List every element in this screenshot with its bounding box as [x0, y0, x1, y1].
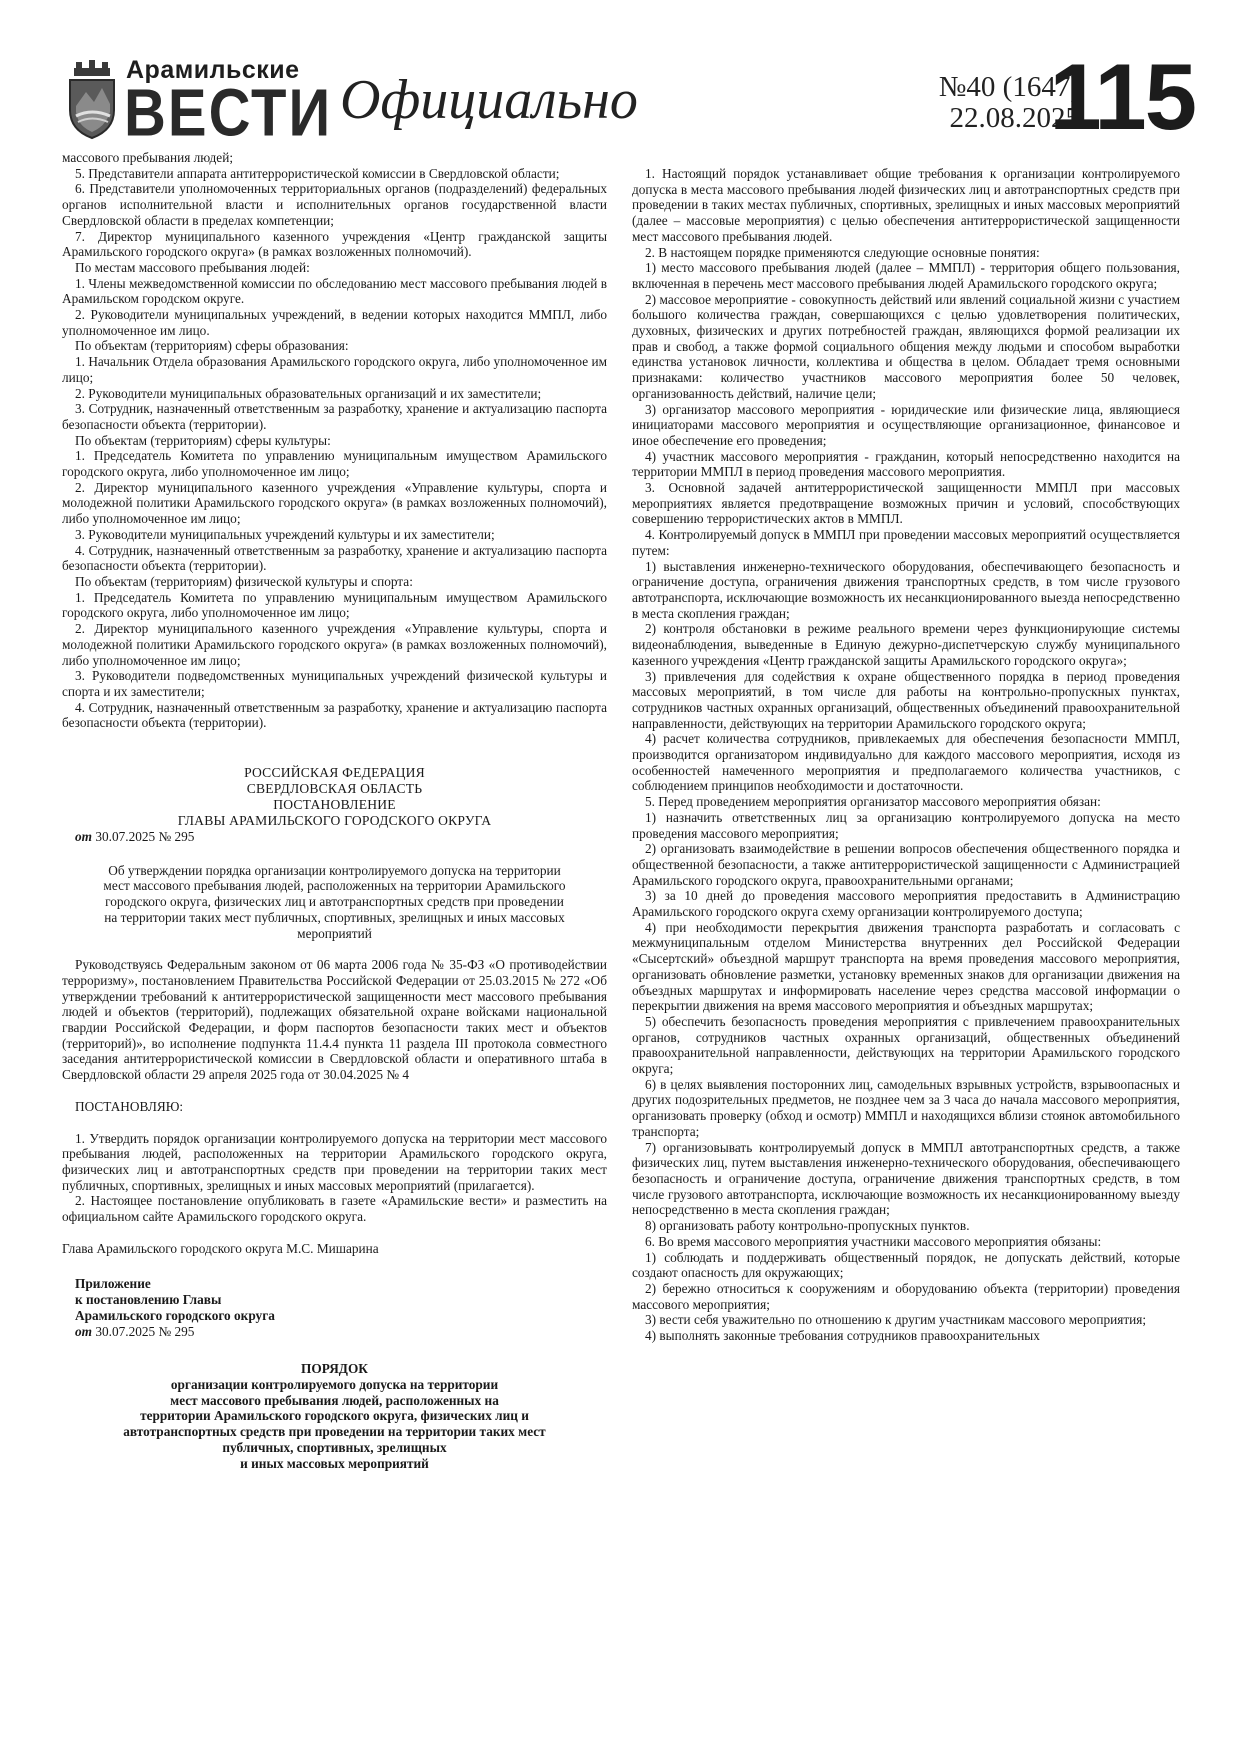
appendix-date-value: 30.07.2025 № 295 [95, 1323, 195, 1339]
paragraph: 1) выставления инженерно-технического оборудования, обеспечивающего безопасность и ограничение доступа, ограничения движения транспортных средств, в том числе грузового автотранспорта, исключающие возможность их несанкционированного выезда непосредственно в места скопления граждан; [632, 558, 1180, 621]
decree-heading-line: СВЕРДЛОВСКАЯ ОБЛАСТЬ [246, 781, 423, 797]
preamble: Руководствуясь Федеральным законом от 06 марта 2006 года № 35-ФЗ «О противодействии терроризму», постановлением Правительства Российской Федерации от 25.03.2015 № 272 «Об утверждении требований к антитеррористической защищенности мест массового пребывания людей и объектов (территорий), подлежащих обязательной охране войсками национальной гвардии Российской Федерации, и форм паспортов безопасности таких мест и объектов (территорий)», во исполнение подпункта 11.4.4 пункта 11 раздела III протокола совместного заседания антитеррористической комиссии в Свердловской области и оперативного штаба в Свердловской области 29 апреля 2025 года от 30.04.2025 № 4 [62, 957, 607, 1083]
decree-heading-line: РОССИЙСКАЯ ФЕДЕРАЦИЯ [244, 765, 425, 781]
decree-heading-line: ПОСТАНОВЛЕНИЕ [273, 797, 396, 813]
paragraph: 1) назначить ответственных лиц за организацию контролируемого допуска на место проведения массового мероприятия; [632, 809, 1180, 841]
order-subtitle-line: автотранспортных средств при проведении на территории таких мест [123, 1424, 546, 1440]
order-subtitle-line: территории Арамильского городского округа, физических лиц и [140, 1408, 529, 1424]
appendix-date [75, 1324, 607, 1340]
paragraph: 6) в целях выявления посторонних лиц, самодельных взрывных устройств, взрывоопасных и других подозрительных предметов, не позднее чем за 3 часа до начала массового мероприятия, организовать проверку (обход и осмотр) ММПЛ и находящихся вблизи стоянок автомобильного транспорта; [632, 1076, 1180, 1139]
paragraph: 2. Руководители муниципальных образовательных организаций и их заместители; [75, 385, 542, 401]
paragraph: 6. Во время массового мероприятия участники массового мероприятия обязаны: [645, 1233, 1102, 1249]
paragraph: 2) бережно относиться к сооружениям и оборудованию объекта (территории) проведения массового мероприятия; [632, 1280, 1180, 1312]
paragraph: 5) обеспечить безопасность проведения мероприятия с привлечением правоохранительных органов, сотрудников частных охранных организаций, общественных объединений правоохранительной направленности, действующих на территории Арамильского городского округа; [632, 1013, 1180, 1077]
paragraph: 2. Директор муниципального казенного учреждения «Управление культуры, спорта и молодежной политики Арамильского городского округа» (в рамках возложенных полномочий), либо уполномоченное им лицо; [62, 621, 607, 668]
paragraph: 4) выполнять законные требования сотрудников правоохранительных [645, 1328, 1040, 1344]
paragraph: По местам массового пребывания людей: [75, 259, 310, 275]
paragraph: 2. Руководители муниципальных учреждений, в ведении которых находится ММПЛ, либо уполномоченное им лицо. [62, 307, 607, 338]
paragraph: 3) вести себя уважительно по отношению к другим участникам массового мероприятия; [645, 1312, 1147, 1328]
issue-number: №40 (1647) [938, 71, 1080, 103]
order-subtitle-line: публичных, спортивных, зрелищных [222, 1439, 447, 1455]
paragraph: 4. Контролируемый допуск в ММПЛ при проведении массовых мероприятий осуществляется путем: [632, 527, 1180, 558]
appendix-line: Арамильского городского округа [75, 1307, 275, 1323]
paragraph: 1. Председатель Комитета по управлению муниципальным имуществом Арамильского городского округа, либо уполномоченное им лицо; [62, 589, 607, 621]
paragraph: 1. Члены межведомственной комиссии по обследованию мест массового пребывания людей в Арамильском городском округе. [62, 275, 607, 307]
order-subtitle-line: организации контролируемого допуска на территории [170, 1377, 499, 1392]
left-column [62, 150, 607, 1471]
paragraph: 4) при необходимости перекрытия движения транспорта разработать и согласовать с межмуниципальным отделом Министерства внутренних дел Российской Федерации «Сысертский» объездной маршрут транспорта на время проведения массового мероприятия, организовать обновление разметки, установку временных знаков для организации движения на объездных маршрутах и информировать население через средства массовой информации о перекрытии движения на время массового мероприятия и объездных маршрутах; [632, 919, 1180, 1014]
paragraph: 1. Председатель Комитета по управлению муниципальным имуществом Арамильского городского округа, либо уполномоченное им лицо; [62, 448, 607, 480]
paragraph: 4. Сотрудник, назначенный ответственным за разработку, хранение и актуализацию паспорта безопасности объекта (территории). [62, 542, 607, 574]
paragraph: 5. Перед проведением мероприятия организатор массового мероприятия обязан: [645, 794, 1101, 810]
decree-date [62, 829, 607, 845]
paragraph: 1. Настоящий порядок устанавливает общие требования к организации контролируемого допуска в места массового пребывания людей физических лиц и автотранспортных средств при проведении в таких местах публичных, спортивных, зрелищных и иных массовых мероприятий (далее – массовые мероприятия) с целью обеспечения антитеррористической защищенности мест массового пребывания людей. [632, 166, 1180, 244]
brand-top: Арамильские [126, 56, 300, 84]
decree-date-value: 30.07.2025 № 295 [95, 829, 195, 845]
appendix-date-prefix: от [75, 1323, 92, 1339]
paragraph: 3. Сотрудник, назначенный ответственным за разработку, хранение и актуализацию паспорта безопасности объекта (территории). [62, 401, 607, 432]
paragraph: 4) расчет количества сотрудников, привлекаемых для обеспечения безопасности ММПЛ, производится организатором индивидуально для каждого массового мероприятия, исходя из особенностей намеченного мероприятия и предполагаемого количества участников, с соблюдением принципов необходимости и достаточности. [632, 731, 1180, 794]
city-crest-icon [66, 58, 118, 140]
appendix-line: к постановлению Главы [75, 1292, 222, 1308]
paragraph: 1) соблюдать и поддерживать общественный порядок, не допускать действий, которые создают опасность для окружающих; [632, 1249, 1180, 1281]
paragraph: 7) организовывать контролируемый допуск в ММПЛ автотранспортных средств, а также физических лиц, путем выставления инженерно-технического оборудования, обеспечивающего безопасность и ограничение доступа, ограничение движения транспортных средств, в том числе грузового автотранспорта, исключающие возможность их несанкционированному выезду непосредственно в места скопления граждан; [632, 1139, 1180, 1218]
paragraph: 4) участник массового мероприятия - гражданин, который непосредственно находится на территории ММПЛ в период проведения массового мероприятия. [632, 448, 1180, 480]
paragraph: 2) массовое мероприятие - совокупность действий или явлений социальной жизни с участием большого количества граждан, совершающихся с целью удовлетворения политических, духовных, физических и других потребностей граждан, являющихся формой реализации их прав и свобод, а также формой социального общения между людьми и способом выработки единства установок личности, коллектива и общества в целом. Обладает тремя основными признаками: количество участников массового мероприятия более 50 человек, организованность действий, наличие цели; [632, 291, 1180, 401]
paragraph: 4. Сотрудник, назначенный ответственным за разработку, хранение и актуализацию паспорта безопасности объекта (территории). [62, 699, 607, 731]
paragraph: 2) организовать взаимодействие в решении вопросов обеспечения общественного порядка и общественной безопасности, а также антитеррористической защищенности с Администрацией Арамильского городского округа, правоохранительными органами; [632, 841, 1180, 888]
page-number: 115 [1049, 44, 1195, 149]
order-heading [62, 1361, 607, 1471]
decree-subject-text: Об утверждении порядка организации контролируемого допуска на территории мест массового пребывания людей, расположенных на территории Арамильского городского округа, физических лиц и автотранспортных средств при проведении на территории таких мест публичных, спортивных, зрелищных и иных массовых мероприятий [103, 862, 566, 941]
order-title: ПОРЯДОК [301, 1361, 368, 1377]
paragraph: 2. В настоящем порядке применяются следующие основные понятия: [645, 244, 1040, 260]
paragraph: По объектам (территориям) физической культуры и спорта: [75, 573, 413, 589]
masthead [60, 44, 1195, 151]
paragraph: 6. Представители уполномоченных территориальных органов (подразделений) федеральных органов исполнительной власти и исполнительных органов государственной власти Свердловской области в пределах компетенции; [62, 181, 607, 228]
section-title: Официально [340, 69, 638, 131]
issue-date: 22.08.2025 [949, 102, 1080, 134]
right-column [632, 166, 1180, 1344]
paragraph: 3. Основной задачей антитеррористической защищенности ММПЛ при массовых мероприятиях является предотвращение возможных причин и условий, способствующих совершению террористических актов в ММПЛ. [632, 480, 1180, 527]
order-subtitle-line: и иных массовых мероприятий [240, 1455, 429, 1471]
decree-heading-line: ГЛАВЫ АРАМИЛЬСКОГО ГОРОДСКОГО ОКРУГА [177, 813, 492, 829]
decree-subject [62, 863, 607, 942]
paragraph: 3) за 10 дней до проведения массового мероприятия предоставить в Администрацию Арамильского городского округа схему организации контролируемого доступа; [632, 888, 1180, 920]
paragraph: 3) организатор массового мероприятия - юридические или физические лица, являющиеся инициаторами массового мероприятия и осуществляющие организационное, финансовое и иное обеспечение его проведения; [632, 401, 1180, 448]
appendix-line: Приложение [75, 1276, 151, 1292]
paragraph: 2. Директор муниципального казенного учреждения «Управление культуры, спорта и молодежной политики Арамильского городского округа» (в рамках возложенных полномочий), либо уполномоченное им лицо; [62, 479, 607, 527]
paragraph: 5. Представители аппарата антитеррористической комиссии в Свердловской области; [75, 165, 560, 181]
brand-main: ВЕСТИ [124, 75, 333, 151]
paragraph: 1) место массового пребывания людей (далее – ММПЛ) - территория общего пользования, включенная в перечень мест массового пребывания людей Арамильского городского округа; [632, 260, 1180, 291]
paragraph: По объектам (территориям) сферы культуры: [75, 432, 331, 448]
paragraph: массового пребывания людей; [62, 150, 234, 165]
paragraph: 2) контроля обстановки в режиме реального времени через функционирующие системы видеонаблюдения, выведенные в Единую дежурно-диспетчерскую службу муниципального казенного учреждения «Центр гражданской защиты Арамильского городского округа»; [632, 621, 1180, 668]
paragraph: 1. Начальник Отдела образования Арамильского городского округа, либо уполномоченное им лицо; [62, 354, 607, 385]
paragraph: 7. Директор муниципального казенного учреждения «Центр гражданской защиты Арамильского городского округа» (в рамках возложенных полномочий). [62, 228, 607, 260]
resolve-word: ПОСТАНОВЛЯЮ: [75, 1098, 184, 1114]
paragraph: 3) привлечения для содействия к охране общественного порядка в период проведения массовых мероприятий, в том числе для работы на контрольно-пропускных пунктах, сотрудников частных охранных организаций, общественных объединений правоохранительной направленности, действующих на территории Арамильского городского округа; [632, 668, 1180, 731]
paragraph: 3. Руководители подведомственных муниципальных учреждений физической культуры и спорта и их заместители; [62, 668, 607, 699]
order-subtitle-line: мест массового пребывания людей, расположенных на [170, 1392, 499, 1408]
decree-item: 2. Настоящее постановление опубликовать в газете «Арамильские вести» и разместить на официальном сайте Арамильского городского округа. [62, 1193, 607, 1225]
paragraph: По объектам (территориям) сферы образования: [75, 338, 349, 354]
decree-item: 1. Утвердить порядок организации контролируемого допуска на территории мест массового пребывания людей, расположенных на территории Арамильского городского округа, физических лиц и автотранспортных средств при проведении на территории таких мест публичных, спортивных, зрелищных и иных массовых мероприятий (прилагается). [62, 1130, 607, 1193]
paragraph: 8) организовать работу контрольно-пропускных пунктов. [645, 1218, 970, 1234]
appendix-block [62, 1276, 607, 1339]
paragraph: 3. Руководители муниципальных учреждений культуры и их заместители; [75, 526, 495, 542]
decree-date-prefix: от [75, 829, 92, 845]
decree-heading [62, 765, 607, 829]
signature: Глава Арамильского городского округа М.С. Мишарина [62, 1240, 379, 1256]
